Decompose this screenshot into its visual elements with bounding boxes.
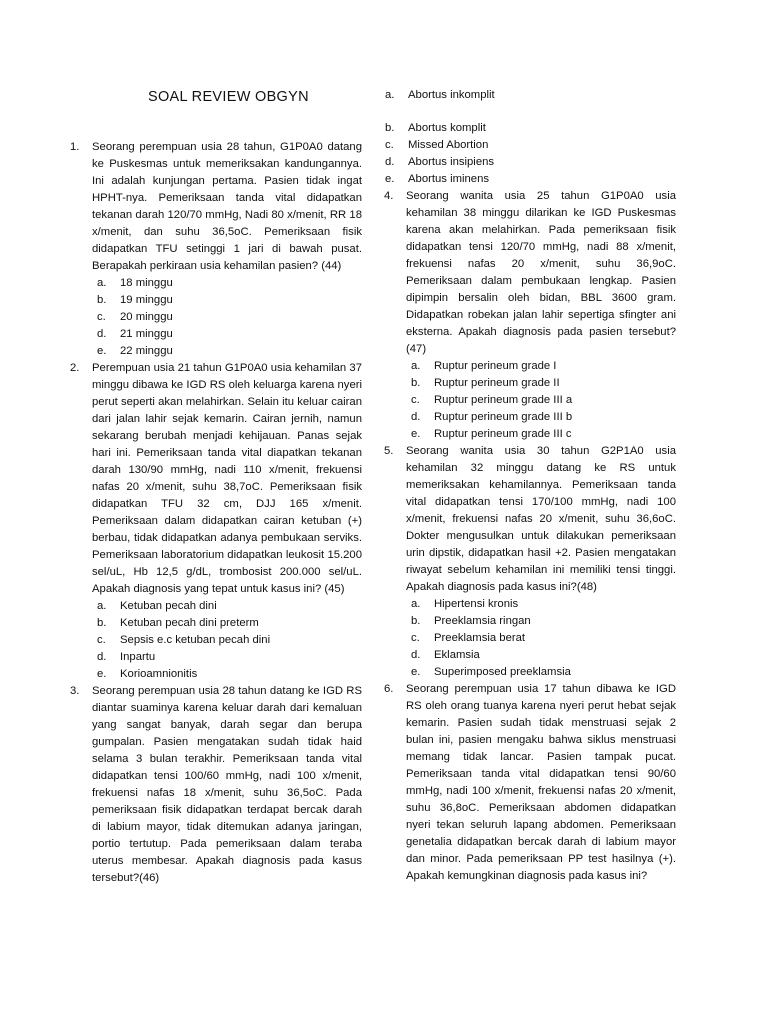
option-text: Preeklamsia berat — [434, 632, 526, 644]
option-letter: e. — [385, 173, 395, 185]
answer-option — [406, 647, 676, 664]
answer-option — [92, 292, 362, 309]
question-6 — [380, 681, 676, 885]
option-letter: e. — [97, 668, 107, 680]
option-text: Abortus inkomplit — [408, 89, 495, 101]
answer-options — [92, 275, 362, 360]
question-text: Seorang perempuan usia 17 tahun dibawa ke IGD RS oleh orang tuanya karena nyeri perut hebat sejak kemarin. Pasien sudah tidak menstruasi sejak 2 bulan ini, pasien mengaku bahwa siklus menstruasi memang tidak lancar. Pasien tampak pucat. Pemeriksaan tanda vital didapatkan tensi 90/60 mmHg, nadi 100 x/menit, frekuensi nafas 20 x/menit, suhu 36,8oC. Pemeriksaan abdomen didapatkan nyeri tekan seluruh lapang abdomen. Pemeriksaan genetalia didapatkan bercak darah di labium mayor dan minor. Pada pemeriksaan PP test hasilnya (+). Apakah kemungkinan diagnosis pada kasus ini? — [406, 683, 676, 882]
option-letter: e. — [411, 428, 421, 440]
answer-option — [380, 171, 676, 188]
spacer — [380, 104, 676, 120]
option-letter: d. — [411, 649, 421, 661]
answer-option — [406, 664, 676, 681]
question-text: Seorang wanita usia 25 tahun G1P0A0 usia kehamilan 38 minggu dilarikan ke IGD Puskesmas karena akan melahirkan. Pada pemeriksaan fisik didapatkan tensi 120/70 mmHg, nadi 88 x/menit, frekuensi nafas 20 x/menit, suhu 36,9oC. Pemeriksaan dalam pembukaan lengkap. Pasien dipimpin bersalin oleh bidan, BBL 3600 gram. Didapatkan robekan jalan lahir sepertiga sfingter ani eksterna. Apakah diagnosis pada pasien tersebut? (47) — [406, 190, 676, 355]
answer-option — [92, 666, 362, 683]
question-text: Seorang wanita usia 30 tahun G2P1A0 usia kehamilan 32 minggu datang ke RS untuk memeriksakan kehamilannya. Pemeriksaan tanda vital didapatkan tensi 170/100 mmHg, nadi 100 x/menit, frekuensi nafas 20 x/menit, suhu 36,6oC. Dokter mengusulkan untuk dilakukan pemeriksaan urin dipstik, didapatkan hasil +2. Pasien mengatakan riwayat sebelum kehamilan ini memiliki tensi tinggi. Apakah diagnosis pada kasus ini?(48) — [406, 445, 676, 593]
option-text: Abortus iminens — [408, 173, 489, 185]
option-text: Ketuban pecah dini preterm — [120, 617, 259, 629]
answer-option — [92, 275, 362, 292]
answer-option — [380, 137, 676, 154]
option-text: Preeklamsia ringan — [434, 615, 531, 627]
option-text: Ruptur perineum grade I — [434, 360, 557, 372]
option-letter: a. — [411, 598, 421, 610]
option-letter: a. — [97, 277, 107, 289]
option-letter: d. — [97, 651, 107, 663]
option-letter: b. — [385, 122, 395, 134]
option-letter: c. — [97, 634, 106, 646]
answer-options — [406, 596, 676, 681]
answer-option — [92, 649, 362, 666]
option-letter: c. — [411, 632, 420, 644]
question-number: 2. — [70, 362, 80, 374]
answer-option — [380, 87, 676, 104]
option-letter: b. — [97, 294, 107, 306]
option-text: Sepsis e.c ketuban pecah dini — [120, 634, 271, 646]
question-text: Seorang perempuan usia 28 tahun, G1P0A0 datang ke Puskesmas untuk memeriksakan kandungannya. Ini adalah kunjungan pertama. Pasien tidak ingat HPHT-nya. Pemeriksaan tanda vital didapatkan tekanan darah 120/70 mmHg, Nadi 80 x/menit, RR 18 x/menit, dan suhu 36,5oC. Pemeriksaan fisik didapatkan TFU setinggi 1 jari di bawah pusat. Berapakah perkiraan usia kehamilan pasien? (44) — [92, 141, 362, 272]
answer-option — [92, 309, 362, 326]
option-text: Korioamnionitis — [120, 668, 198, 680]
option-text: 19 minggu — [120, 294, 173, 306]
question-text: Perempuan usia 21 tahun G1P0A0 usia kehamilan 37 minggu dibawa ke IGD RS oleh keluarga karena nyeri perut seperti akan melahirkan. Selain itu keluar cairan dari jalan lahir sejak kemarin. Cairan jernih, namun sekarang berubah menjadi kehijauan. Panas sejak hari ini. Pemeriksaan tanda vital diapatkan tekanan darah 130/90 mmHg, nadi 110 x/menit, frekuensi nafas 20 x/menit, suhu 38,7oC. Pemeriksaan fisik didapatkan TFU 32 cm, DJJ 165 x/menit. Pemeriksaan dalam didapatkan cairan ketuban (+) berbau, tidak didapatkan adanya pembukaan serviks. Pemeriksaan laboratorium didapatkan leukosit 15.200 sel/uL, Hb 12,5 g/dL, trombosist 200.000 sel/uL. Apakah diagnosis yang tepat untuk kasus ini? (45) — [92, 362, 362, 595]
option-letter: a. — [385, 89, 395, 101]
option-text: 18 minggu — [120, 277, 173, 289]
option-text: Eklamsia — [434, 649, 480, 661]
option-text: Ruptur perineum grade III a — [434, 394, 573, 406]
question-text: Seorang perempuan usia 28 tahun datang ke IGD RS diantar suaminya karena keluar darah dari kemaluan yang sangat banyak, darah segar dan berupa gumpalan. Pasien mengatakan sudah tidak haid selama 3 bulan terakhir. Pemeriksaan tanda vital didapatkan tensi 100/60 mmHg, nadi 100 x/menit, frekuensi nafas 18 x/menit, suhu 36,5oC. Pada pemeriksaan fisik didapatkan terdapat bercak darah di labium mayor, tidak ditemukan adanya jaringan, portio tertutup. Pada pemeriksaan dalam teraba uterus membesar. Apakah diagnosis pada kasus tersebut?(46) — [92, 685, 362, 884]
answer-options — [380, 87, 676, 188]
answer-option — [406, 392, 676, 409]
option-letter: b. — [411, 615, 421, 627]
answer-option — [406, 358, 676, 375]
option-text: Missed Abortion — [408, 139, 489, 151]
option-letter: c. — [97, 311, 106, 323]
option-letter: c. — [411, 394, 420, 406]
answer-option — [92, 615, 362, 632]
option-text: Abortus insipiens — [408, 156, 495, 168]
answer-option — [406, 596, 676, 613]
option-letter: c. — [385, 139, 394, 151]
option-letter: d. — [411, 411, 421, 423]
answer-option — [406, 375, 676, 392]
option-letter: a. — [411, 360, 421, 372]
option-letter: e. — [411, 666, 421, 678]
option-text: Abortus komplit — [408, 122, 486, 134]
answer-options — [406, 358, 676, 443]
question-number: 5. — [384, 445, 394, 457]
answer-option — [406, 426, 676, 443]
answer-option — [380, 154, 676, 171]
option-letter: d. — [385, 156, 395, 168]
option-text: 22 minggu — [120, 345, 173, 357]
option-text: 20 minggu — [120, 311, 173, 323]
option-letter: b. — [97, 617, 107, 629]
answer-option — [92, 598, 362, 615]
option-text: Ruptur perineum grade III b — [434, 411, 573, 423]
question-number: 1. — [70, 141, 80, 153]
answer-option — [92, 326, 362, 343]
option-text: Superimposed preeklamsia — [434, 666, 571, 678]
right-column — [380, 87, 676, 885]
question-2 — [66, 360, 362, 683]
question-number: 6. — [384, 683, 394, 695]
option-letter: a. — [97, 600, 107, 612]
answer-option — [406, 409, 676, 426]
question-3 — [66, 683, 362, 887]
option-text: Ruptur perineum grade III c — [434, 428, 572, 440]
answer-option — [380, 120, 676, 137]
answer-option — [406, 630, 676, 647]
option-letter: b. — [411, 377, 421, 389]
option-text: Ruptur perineum grade II — [434, 377, 560, 389]
answer-option — [92, 632, 362, 649]
option-text: Inpartu — [120, 651, 156, 663]
question-1 — [66, 139, 362, 360]
option-text: 21 minggu — [120, 328, 173, 340]
option-text: Ketuban pecah dini — [120, 600, 217, 612]
option-text: Hipertensi kronis — [434, 598, 519, 610]
question-5 — [380, 443, 676, 681]
page-title: SOAL REVIEW OBGYN — [148, 89, 309, 105]
option-letter: e. — [97, 345, 107, 357]
question-4 — [380, 188, 676, 443]
answer-option — [406, 613, 676, 630]
question-number: 3. — [70, 685, 80, 697]
answer-option — [92, 343, 362, 360]
option-letter: d. — [97, 328, 107, 340]
answer-options — [92, 598, 362, 683]
question-number: 4. — [384, 190, 394, 202]
left-column — [66, 139, 362, 887]
